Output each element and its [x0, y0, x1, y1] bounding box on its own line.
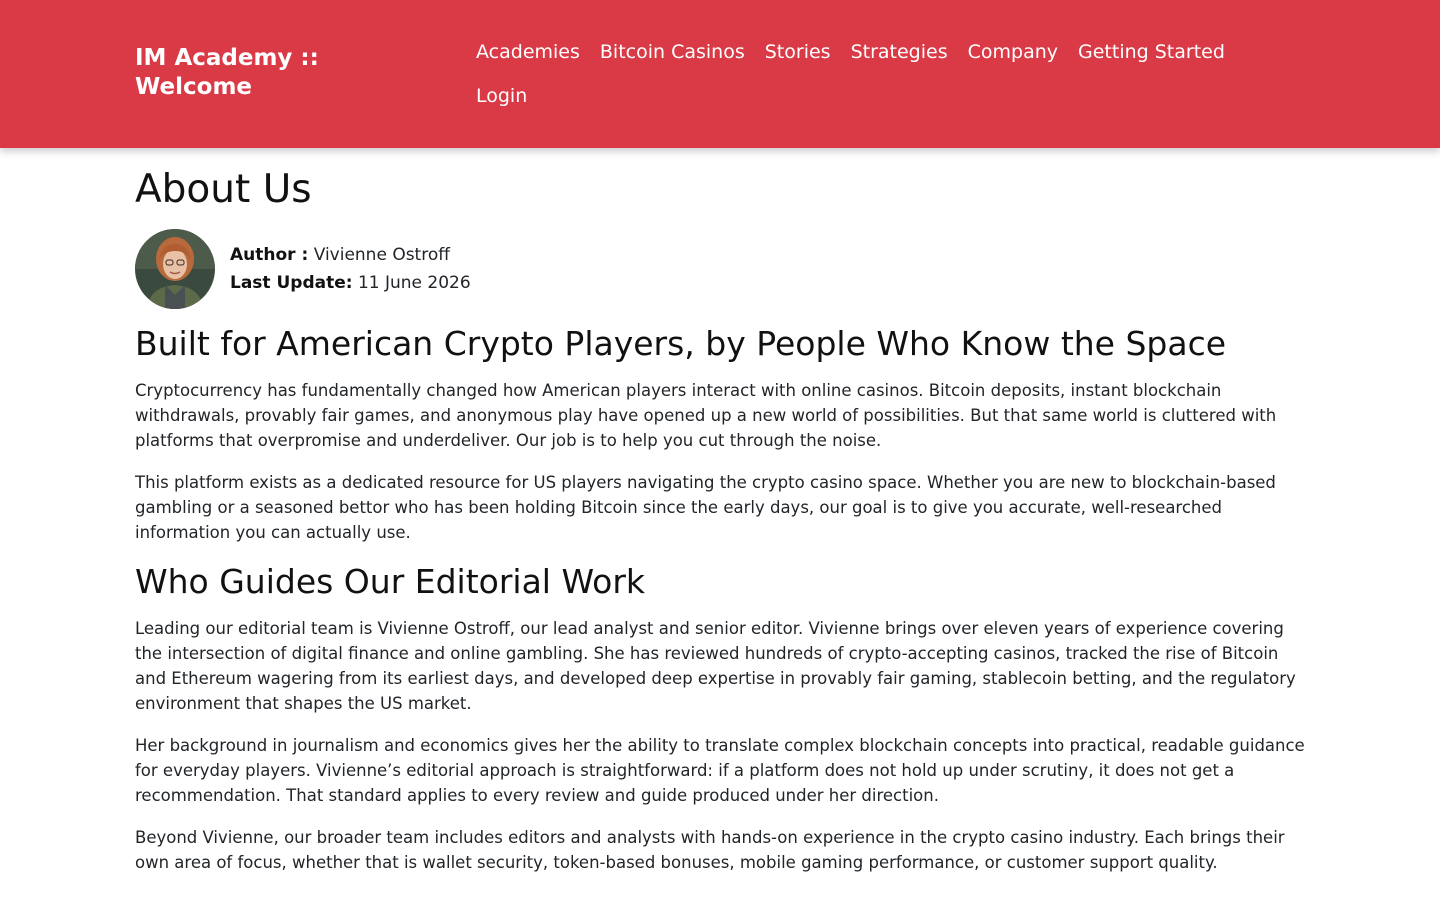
update-line [230, 269, 471, 297]
author-avatar [135, 229, 215, 309]
page-title: About Us [135, 167, 312, 212]
site-header [0, 0, 1440, 148]
author-line [230, 241, 471, 269]
paragraph: Beyond Vivienne, our broader team includes editors and analysts with hands-on experience in the crypto casino industry. Each brings their own area of focus, whether that is wallet security, token-based bonuses, mobile gaming performance, or customer support quality. [135, 828, 1285, 872]
section-heading-players: Built for American Crypto Players, by People Who Know the Space [135, 324, 1227, 363]
update-date: 11 June 2026 [357, 273, 471, 293]
paragraph: This platform exists as a dedicated resource for US players navigating the crypto casino space. Whether you are new to blockchain-based gambling or a seasoned bettor who has been holding Bitcoin since the early days, our goal is to give you accurate, well-researched information you can actually use. [135, 473, 1276, 542]
nav-bitcoin-casinos[interactable]: Bitcoin Casinos [599, 41, 745, 63]
author-label: Author : [230, 245, 309, 265]
update-label: Last Update: [230, 273, 353, 293]
nav-stories[interactable]: Stories [764, 41, 831, 63]
section-heading-editorial: Who Guides Our Editorial Work [135, 562, 646, 601]
nav-getting-started[interactable]: Getting Started [1078, 41, 1225, 63]
author-name: Vivienne Ostroff [313, 245, 450, 265]
nav-strategies[interactable]: Strategies [850, 41, 948, 63]
nav-company[interactable]: Company [967, 41, 1059, 63]
brand-logo-link[interactable]: IM Academy :: Welcome [135, 45, 319, 100]
paragraph: Leading our editorial team is Vivienne Ostroff, our lead analyst and senior editor. Vivienne brings over eleven years of experience covering the intersection of digital finance and online gambling. She has reviewed hundreds of crypto-accepting casinos, tracked the rise of Bitcoin and Ethereum wagering from its earliest days, and developed deep expertise in provably fair gaming, stablecoin betting, and the regulatory environment that shapes the US market. [135, 619, 1296, 713]
main-content [135, 162, 1305, 892]
paragraph: Cryptocurrency has fundamentally changed how American players interact with online casinos. Bitcoin deposits, instant blockchain withdrawals, provably fair games, and anonymous play have opened up a new world of possibilities. But that same world is cluttered with platforms that overpromise and underdeliver. Our job is to help you cut through the noise. [135, 381, 1277, 450]
author-meta [230, 241, 471, 297]
nav-login[interactable]: Login [476, 85, 528, 107]
paragraph: Her background in journalism and economics gives her the ability to translate complex blockchain concepts into practical, readable guidance for everyday players. Vivienne’s editorial approach is straightforward: if a platform does not hold up under scrutiny, it does not get a recommendation. That standard applies to every review and guide produced under her direction. [135, 736, 1305, 805]
main-nav [466, 30, 1306, 118]
nav-academies[interactable]: Academies [476, 41, 580, 63]
author-box [135, 229, 1305, 309]
